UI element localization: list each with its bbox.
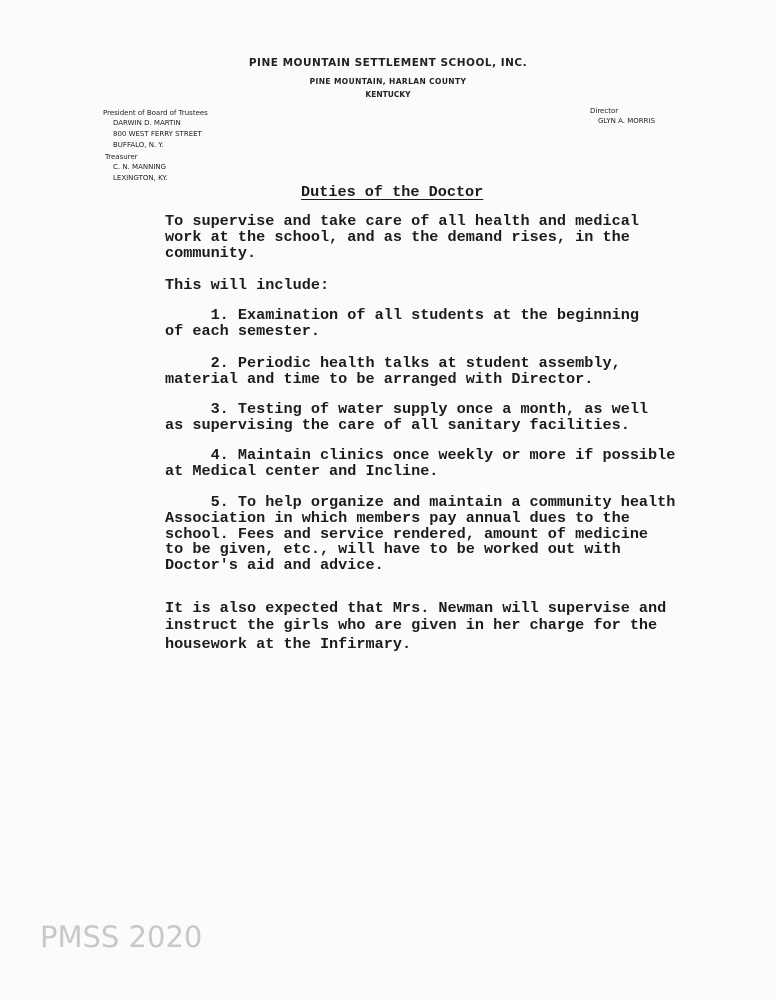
president-address-1: 800 WEST FERRY STREET <box>113 130 202 138</box>
body-line: of each semester. <box>165 322 320 340</box>
director-title: Director <box>590 107 619 115</box>
body-line: to be given, etc., will have to be worked out with <box>165 540 621 558</box>
body-line: 1. Examination of all students at the beginning <box>165 306 639 324</box>
treasurer-name: C. N. MANNING <box>113 163 167 171</box>
director-name: GLYN A. MORRIS <box>598 117 656 125</box>
body-line: It is also expected that Mrs. Newman will supervise and <box>165 599 667 617</box>
body-line: Association in which members pay annual dues to the <box>165 509 630 527</box>
president-title: President of Board of Trustees <box>103 109 208 117</box>
body-line: work at the school, and as the demand rises, in the <box>165 228 630 246</box>
body-line: community. <box>165 244 257 262</box>
body-line: at Medical center and Incline. <box>165 462 439 480</box>
letterhead-location: PINE MOUNTAIN, HARLAN COUNTY <box>309 77 467 86</box>
document-title: Duties of the Doctor <box>301 183 484 201</box>
body-line: material and time to be arranged with Director. <box>165 370 594 388</box>
treasurer-title: Treasurer <box>105 153 138 161</box>
letterhead-org: PINE MOUNTAIN SETTLEMENT SCHOOL, INC. <box>248 57 528 69</box>
body-line: school. Fees and service rendered, amount of medicine <box>165 525 649 543</box>
watermark: PMSS 2020 <box>40 920 203 954</box>
body-line: This will include: <box>165 276 330 294</box>
body-line: housework at the Infirmary. <box>165 635 412 653</box>
treasurer-address: LEXINGTON, KY. <box>113 174 168 182</box>
body-line: instruct the girls who are given in her charge for the <box>165 616 658 634</box>
president-address-2: BUFFALO, N. Y. <box>113 141 164 149</box>
body-line: 3. Testing of water supply once a month, as well <box>165 400 649 418</box>
letterhead-state: KENTUCKY <box>365 90 411 99</box>
body-line: Doctor's aid and advice. <box>165 556 384 574</box>
body-line: To supervise and take care of all health and medical <box>165 212 639 230</box>
body-line: 2. Periodic health talks at student assembly, <box>165 354 621 372</box>
body-line: 5. To help organize and maintain a community health <box>165 493 676 511</box>
body-line: as supervising the care of all sanitary facilities. <box>165 416 630 434</box>
body-line: 4. Maintain clinics once weekly or more if possible <box>165 446 676 464</box>
president-name: DARWIN D. MARTIN <box>113 119 181 127</box>
